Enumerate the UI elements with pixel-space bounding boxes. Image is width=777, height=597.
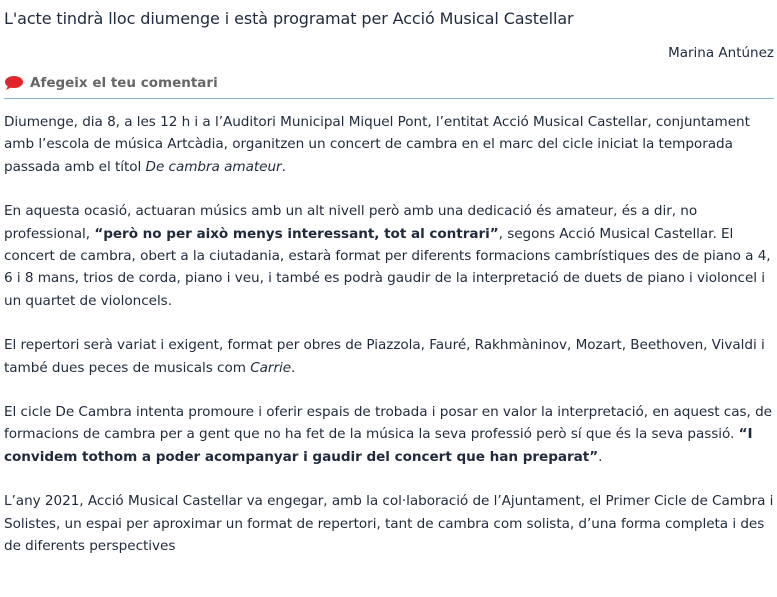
- author-name: Marina Antúnez: [668, 45, 774, 61]
- speech-bubble-icon[interactable]: [4, 75, 24, 91]
- paragraph-text: .: [598, 448, 603, 465]
- quote: “I convidem tothom a poder acompanyar i gaudir del concert que han preparat”: [4, 426, 753, 465]
- paragraph: [4, 401, 774, 468]
- paragraph-text: .: [281, 158, 286, 175]
- add-comment-link[interactable]: Afegeix el teu comentari: [30, 75, 218, 91]
- paragraph-text: , segons Acció Musical Castellar. El concert de cambra, obert a la ciutadania, estarà format per diferents formacions cambrístiques des de piano a 4, 6 i 8 mans, trios de corda, piano i veu, i també es podrà gaudir de la interpretació de duets de piano i violoncel i un quartet de violoncels.: [4, 225, 771, 309]
- article-body: [4, 111, 774, 558]
- work-title: Carrie: [250, 359, 292, 376]
- work-title: De cambra amateur: [145, 158, 282, 175]
- paragraph-text: En aquesta ocasió, actuaran músics amb un alt nivell però amb una dedicació és amateur, és a dir, no professional,: [4, 203, 698, 242]
- paragraph: [4, 334, 774, 379]
- paragraph-text: L’any 2021, Acció Musical Castellar va engegar, amb la col·laboració de l’Ajuntament, el Primer Cicle de Cambra i Solistes, un espai per aproximar un format de repertori, tant de cambra com solista, d’una forma completa i des de diferents perspectives: [4, 493, 774, 555]
- comment-bar: [4, 72, 774, 99]
- quote: “però no per això menys interessant, tot al contrari”: [94, 225, 499, 242]
- paragraph: [4, 200, 774, 312]
- article-subtitle: L'acte tindrà lloc diumenge i està programat per Acció Musical Castellar: [4, 9, 574, 28]
- paragraph: [4, 490, 774, 557]
- paragraph-text: El cicle De Cambra intenta promoure i oferir espais de trobada i posar en valor la interpretació, en aquest cas, de formacions de cambra per a gent que no ha fet de la música la seva professió però sí que és la seva passió.: [4, 404, 772, 443]
- article: [4, 0, 774, 580]
- paragraph: [4, 111, 774, 178]
- paragraph-text: El repertori serà variat i exigent, format per obres de Piazzola, Fauré, Rakhmàninov, Mozart, Beethoven, Vivaldi i també dues peces de musicals com: [4, 337, 765, 376]
- paragraph-text: .: [291, 359, 296, 376]
- paragraph-text: Diumenge, dia 8, a les 12 h i a l’Auditori Municipal Miquel Pont, l’entitat Acció Musical Castellar, conjuntament amb l’escola de música Artcàdia, organitzen un concert de cambra en el marc del cicle iniciat la temporada passada amb el títol: [4, 114, 750, 175]
